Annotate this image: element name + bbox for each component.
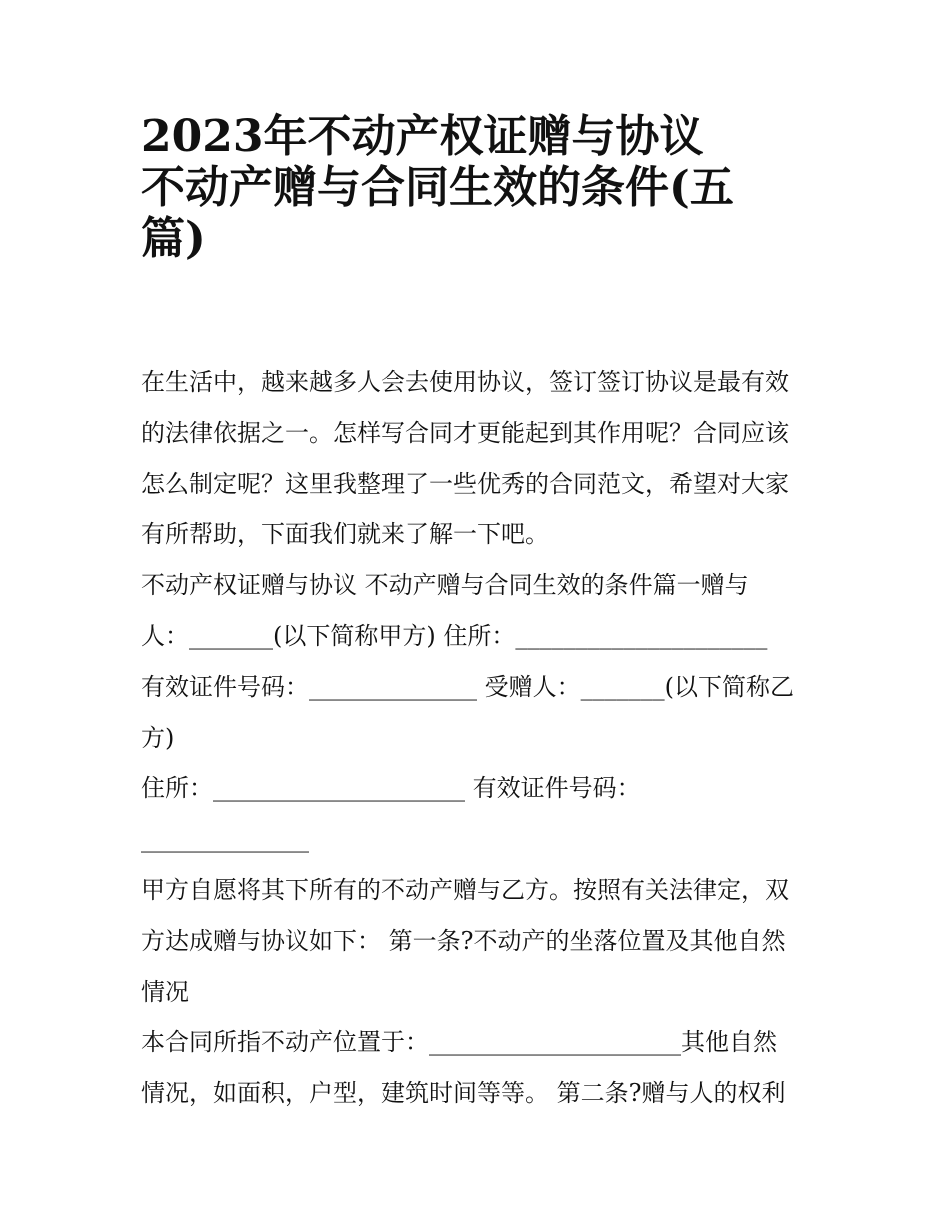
body-line: 怎么制定呢？这里我整理了一些优秀的合同范文，希望对大家 [141,469,789,498]
body-line: 方达成赠与协议如下： 第一条?不动产的坐落位置及其他自然 [141,926,786,955]
body-line: 方) [141,723,175,752]
title-line-2: 不动产赠与合同生效的条件(五 [141,161,734,213]
body-line: 有效证件号码：______________ 受赠人：_______(以下简称乙 [141,672,794,701]
body-line: 本合同所指不动产位置于：_____________________其他自然 [141,1028,777,1057]
title-line-3: 篇) [141,212,206,264]
body-line: 不动产权证赠与协议 不动产赠与合同生效的条件篇一赠与 [141,571,749,600]
body-line: 的法律依据之一。怎样写合同才更能起到其作用呢？合同应该 [141,418,789,447]
body-line: ______________ [141,825,309,854]
body-line: 有所帮助，下面我们就来了解一下吧。 [141,520,549,549]
document-title [141,112,821,264]
title-line-1 [141,112,821,163]
body-line: 在生活中，越来越多人会去使用协议，签订签订协议是最有效 [141,368,789,396]
body-line: 人：_______(以下简称甲方) 住所：_____________________ [141,621,768,650]
title-line-1-text: 年不动产权证赠与协议 [263,111,704,162]
body-line: 情况，如面积，户型，建筑时间等等。 第二条?赠与人的权利 [141,1079,786,1108]
body-line: 甲方自愿将其下所有的不动产赠与乙方。按照有关法律定，双 [141,875,789,904]
body-line: 情况 [141,977,189,1006]
title-year: 2023 [141,111,264,162]
body-line: 住所：_____________________ 有效证件号码： [141,774,641,803]
document-body [141,357,821,1119]
